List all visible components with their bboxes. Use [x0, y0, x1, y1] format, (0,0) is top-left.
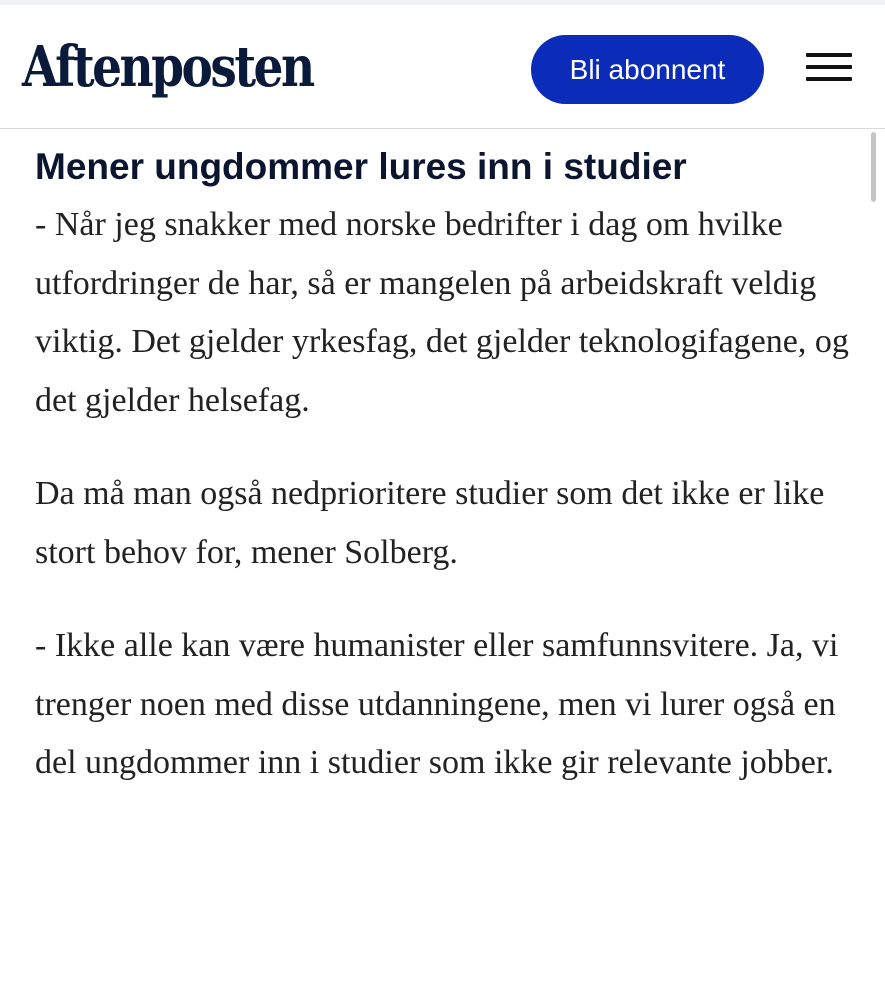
scrollbar[interactable] — [871, 132, 876, 202]
article-body — [35, 138, 855, 828]
article-paragraph: - Ikke alle kan være humanister eller samfunnsvitere. Ja, vi trenger noen med disse utdanningene, men vi lurer også en del ungdommer inn i studier som ikke gir relevante jobber. — [35, 627, 839, 781]
article-subheading: Mener ungdommer lures inn i studier — [35, 146, 687, 187]
menu-line — [806, 77, 852, 81]
menu-line — [806, 53, 852, 57]
menu-line — [806, 65, 852, 69]
aftenposten-logo[interactable]: Aftenposten — [22, 34, 313, 100]
hamburger-menu-icon[interactable] — [806, 51, 854, 87]
article-paragraph: Da må man også nedprioritere studier som det ikke er like stort behov for, mener Solberg. — [35, 475, 825, 571]
site-header — [0, 5, 885, 129]
article-paragraph: - Når jeg snakker med norske bedrifter i dag om hvilke utfordringer de har, så er mangelen på arbeidskraft veldig viktig. Det gjelder yrkesfag, det gjelder teknologifagene, og det gjelder helsefag. — [35, 206, 849, 419]
subscribe-button[interactable]: Bli abonnent — [531, 35, 764, 104]
